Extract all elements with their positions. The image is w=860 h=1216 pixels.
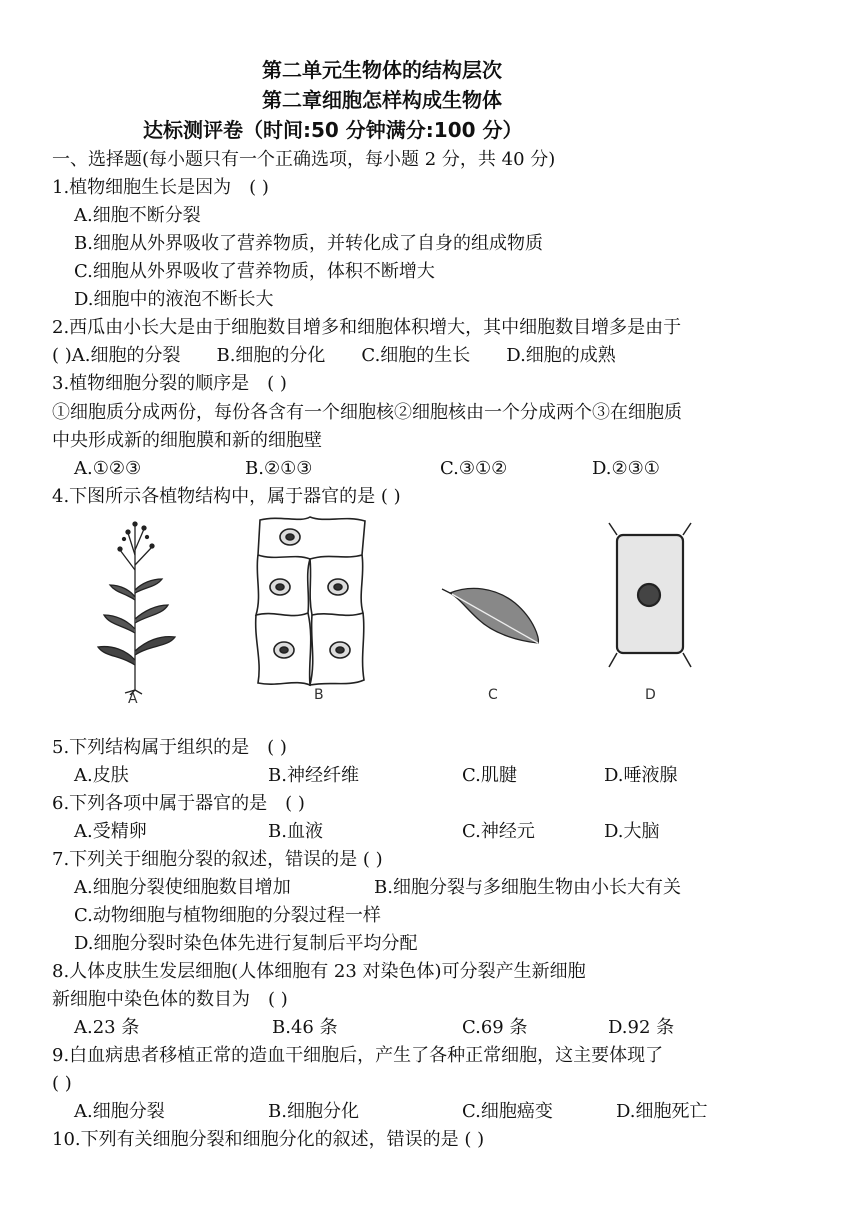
exam-title-chapter: 第二章细胞怎样构成生物体	[262, 88, 502, 112]
question-3-stem: 3.植物细胞分裂的顺序是 ( )	[52, 373, 287, 394]
tissue-illustration	[250, 515, 370, 690]
question-6-option-a: A.受精卵	[74, 821, 147, 842]
exam-title-unit: 第二单元生物体的结构层次	[262, 58, 502, 82]
question-10-stem: 10.下列有关细胞分裂和细胞分化的叙述，错误的是 ( )	[52, 1129, 485, 1150]
question-5-option-c: C.肌腱	[462, 765, 517, 786]
figure-leaf-c	[440, 515, 550, 703]
question-5-option-d: D.唾液腺	[604, 765, 678, 786]
question-1-option-a: A.细胞不断分裂	[74, 205, 201, 226]
question-7-stem: 7.下列关于细胞分裂的叙述，错误的是 ( )	[52, 849, 383, 870]
figure-label-d: D	[645, 687, 656, 703]
question-6-option-b: B.血液	[268, 821, 323, 842]
figure-label-a: A	[128, 691, 138, 707]
question-1-stem: 1.植物细胞生长是因为 ( )	[52, 177, 269, 198]
question-9-stem-cont: ( )	[52, 1073, 72, 1094]
question-1-option-d: D.细胞中的液泡不断长大	[74, 289, 274, 310]
figure-label-c: C	[488, 687, 498, 703]
question-6-option-c: C.神经元	[462, 821, 535, 842]
question-7-option-a: A.细胞分裂使细胞数目增加	[74, 877, 291, 898]
leaf-illustration	[440, 515, 550, 690]
question-6-option-d: D.大脑	[604, 821, 660, 842]
question-6-stem: 6.下列各项中属于器官的是 ( )	[52, 793, 305, 814]
question-9-stem: 9.白血病患者移植正常的造血干细胞后，产生了各种正常细胞，这主要体现了	[52, 1045, 664, 1066]
section-heading: 一、选择题(每小题只有一个正确选项，每小题 2 分，共 40 分)	[52, 149, 556, 170]
question-8-stem-cont: 新细胞中染色体的数目为 ( )	[52, 989, 288, 1010]
question-8-option-c: C.69 条	[462, 1017, 528, 1038]
question-3-steps: ①细胞质分成两份，每份各含有一个细胞核②细胞核由一个分成两个③在细胞质	[52, 402, 682, 423]
question-3-option-c: C.③①②	[440, 458, 508, 479]
figure-tissue-b	[250, 515, 370, 703]
question-5-stem: 5.下列结构属于组织的是 ( )	[52, 737, 287, 758]
question-7-option-c: C.动物细胞与植物细胞的分裂过程一样	[74, 905, 381, 926]
question-9-option-c: C.细胞癌变	[462, 1101, 553, 1122]
question-1-option-b: B.细胞从外界吸收了营养物质，并转化成了自身的组成物质	[74, 233, 543, 254]
question-2-options: ( )A.细胞的分裂 B.细胞的分化 C.细胞的生长 D.细胞的成熟	[52, 345, 616, 366]
question-4-figure	[80, 515, 720, 715]
question-8-option-b: B.46 条	[272, 1017, 338, 1038]
question-3-option-b: B.②①③	[245, 458, 313, 479]
question-9-option-a: A.细胞分裂	[74, 1101, 165, 1122]
question-3-steps-cont: 中央形成新的细胞膜和新的细胞壁	[52, 430, 322, 451]
figure-plant-a	[80, 515, 200, 707]
question-8-stem: 8.人体皮肤生发层细胞(人体细胞有 23 对染色体)可分裂产生新细胞	[52, 961, 586, 982]
figure-cell-d	[605, 515, 695, 703]
question-8-option-d: D.92 条	[608, 1017, 675, 1038]
question-3-option-a: A.①②③	[74, 458, 142, 479]
question-7-option-b: B.细胞分裂与多细胞生物由小长大有关	[374, 877, 681, 898]
question-5-option-b: B.神经纤维	[268, 765, 359, 786]
question-3-option-d: D.②③①	[592, 458, 660, 479]
exam-title-meta: 达标测评卷（时间:50 分钟满分:100 分）	[143, 118, 523, 142]
question-1-option-c: C.细胞从外界吸收了营养物质，体积不断增大	[74, 261, 435, 282]
question-8-option-a: A.23 条	[74, 1017, 140, 1038]
figure-label-b: B	[314, 687, 324, 703]
question-9-option-b: B.细胞分化	[268, 1101, 359, 1122]
question-9-option-d: D.细胞死亡	[616, 1101, 708, 1122]
question-4-stem: 4.下图所示各植物结构中，属于器官的是 ( )	[52, 486, 401, 507]
question-5-option-a: A.皮肤	[74, 765, 129, 786]
cell-illustration	[605, 515, 695, 690]
question-2-stem: 2.西瓜由小长大是由于细胞数目增多和细胞体积增大，其中细胞数目增多是由于	[52, 317, 682, 338]
question-7-option-d: D.细胞分裂时染色体先进行复制后平均分配	[74, 933, 418, 954]
plant-illustration	[80, 515, 200, 695]
